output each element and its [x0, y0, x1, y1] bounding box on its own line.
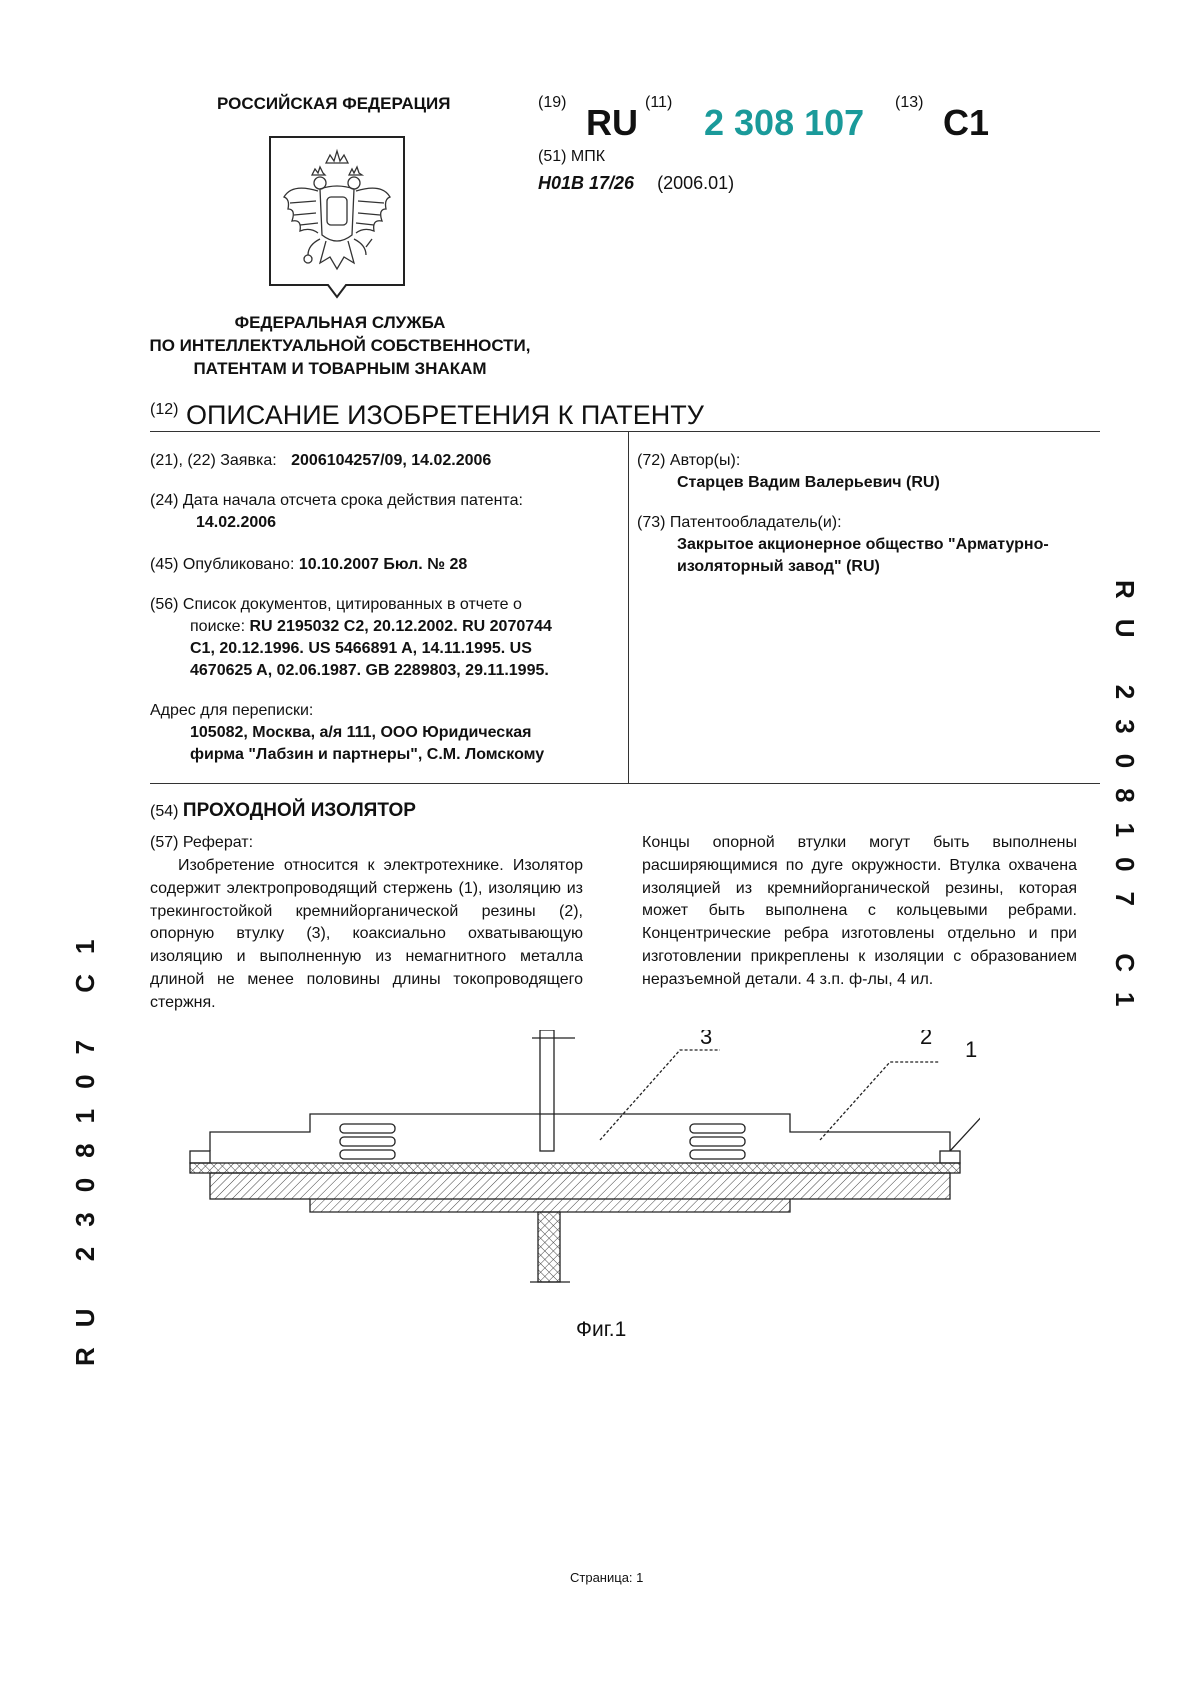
authors-value: Старцев Вадим Валерьевич (RU) [677, 474, 940, 491]
start-date-field [150, 490, 620, 534]
abstract-left-column: Изобретение относится к электротехнике. Изолятор содержит электропроводящий стержень (1), изоляцию из трекингостойкой кремнийорганической резины (2), опорную втулку (3), коаксиально охватывающую изоляцию и выполненную из немагнитного металла длиной не менее половины длины токопроводящего стержня. [150, 857, 583, 1011]
patent-number: 2 308 107 [704, 102, 865, 143]
address-line: фирма "Лабзин и партнеры", С.М. Ломскому [190, 746, 545, 763]
side-number-right: RU 2308107 C1 [1110, 580, 1140, 1027]
figure-caption: Фиг.1 [576, 1318, 627, 1341]
address-line: 105082, Москва, а/я 111, ООО Юридическая [190, 724, 532, 741]
ipc-class: H01B 17/26 [538, 173, 635, 193]
application-value: 2006104257/09, 14.02.2006 [291, 452, 492, 469]
column-divider [628, 431, 629, 784]
authors-field [637, 450, 1097, 494]
cited-line: C1, 20.12.1996. US 5466891 A, 14.11.1995. US [190, 640, 532, 657]
coat-of-arms-emblem [268, 135, 406, 300]
owner-field [637, 512, 1097, 578]
side-number-left: RU 2308107 C1 [70, 919, 100, 1366]
owner-label: (73) Патентообладатель(и): [637, 514, 842, 531]
office-code: RU [586, 102, 638, 143]
agency-line: ПАТЕНТАМ И ТОВАРНЫМ ЗНАКАМ [193, 359, 487, 378]
ipc-classification [538, 173, 734, 194]
cited-line [150, 616, 620, 638]
cited-line: RU 2195032 C2, 20.12.2002. RU 2070744 [249, 618, 552, 635]
figure-label-1: 1 [965, 1037, 978, 1062]
published-field [150, 554, 620, 576]
invention-title-text: ПРОХОДНОЙ ИЗОЛЯТОР [182, 800, 416, 821]
cited-label: (56) Список документов, цитированных в отчете о [150, 596, 522, 613]
owner-line: изоляторный завод" (RU) [677, 558, 880, 575]
kind-code: C1 [943, 102, 990, 143]
cited-line: 4670625 A, 02.06.1987. GB 2289803, 29.11.1995. [190, 662, 549, 679]
inid-code-54: (54) [150, 803, 179, 820]
start-date-label: (24) Дата начала отсчета срока действия патента: [150, 492, 523, 509]
cited-prefix: поиске: [190, 618, 246, 635]
document-title [150, 400, 704, 431]
cited-documents-field [150, 594, 620, 682]
owner-line: Закрытое акционерное общество "Арматурно- [677, 536, 1049, 553]
address-field [150, 700, 620, 766]
biblio-bottom-rule [150, 783, 1100, 784]
abstract-label: (57) Реферат: [150, 834, 254, 851]
agency-name [130, 311, 550, 380]
inid-code-12: (12) [150, 401, 179, 418]
inid-code-19: (19) [538, 94, 567, 111]
inid-code-11: (11) [645, 94, 673, 111]
address-label: Адрес для переписки: [150, 702, 314, 719]
figure-label-2: 2 [920, 1030, 933, 1049]
published-label: (45) Опубликовано: [150, 556, 295, 573]
title-rule [150, 431, 1100, 432]
application-label: (21), (22) Заявка: [150, 452, 277, 469]
abstract-right-column: Концы опорной втулки могут быть выполнены расширяющимися по дуге окружности. Втулка охвачена изоляцией из кремнийорганической резины, которая может быть выполнена с кольцевыми ребрами. Концентрические ребра изготовлены отдельно и при изготовлении прикреплены к изоляции с образованием неразъемной детали. 4 з.п. ф-лы, 4 ил. [642, 834, 1077, 988]
document-title-text: ОПИСАНИЕ ИЗОБРЕТЕНИЯ К ПАТЕНТУ [185, 400, 704, 430]
published-value: 10.10.2007 Бюл. № 28 [298, 556, 468, 573]
authors-label: (72) Автор(ы): [637, 452, 741, 469]
invention-title [150, 800, 416, 822]
agency-line: ФЕДЕРАЛЬНАЯ СЛУЖБА [234, 313, 446, 332]
ipc-version: (2006.01) [657, 173, 735, 193]
agency-line: ПО ИНТЕЛЛЕКТУАЛЬНОЙ СОБСТВЕННОСТИ, [149, 336, 531, 355]
application-field [150, 450, 620, 472]
figure-1-drawing [180, 1030, 980, 1300]
start-date-value: 14.02.2006 [196, 514, 277, 531]
figure-label-3: 3 [700, 1030, 713, 1049]
inid-code-13: (13) [895, 94, 924, 111]
ipc-label: (51) МПК [538, 148, 606, 165]
country-name: РОССИЙСКАЯ ФЕДЕРАЦИЯ [217, 94, 451, 113]
page-number: Страница: 1 [570, 1570, 644, 1585]
